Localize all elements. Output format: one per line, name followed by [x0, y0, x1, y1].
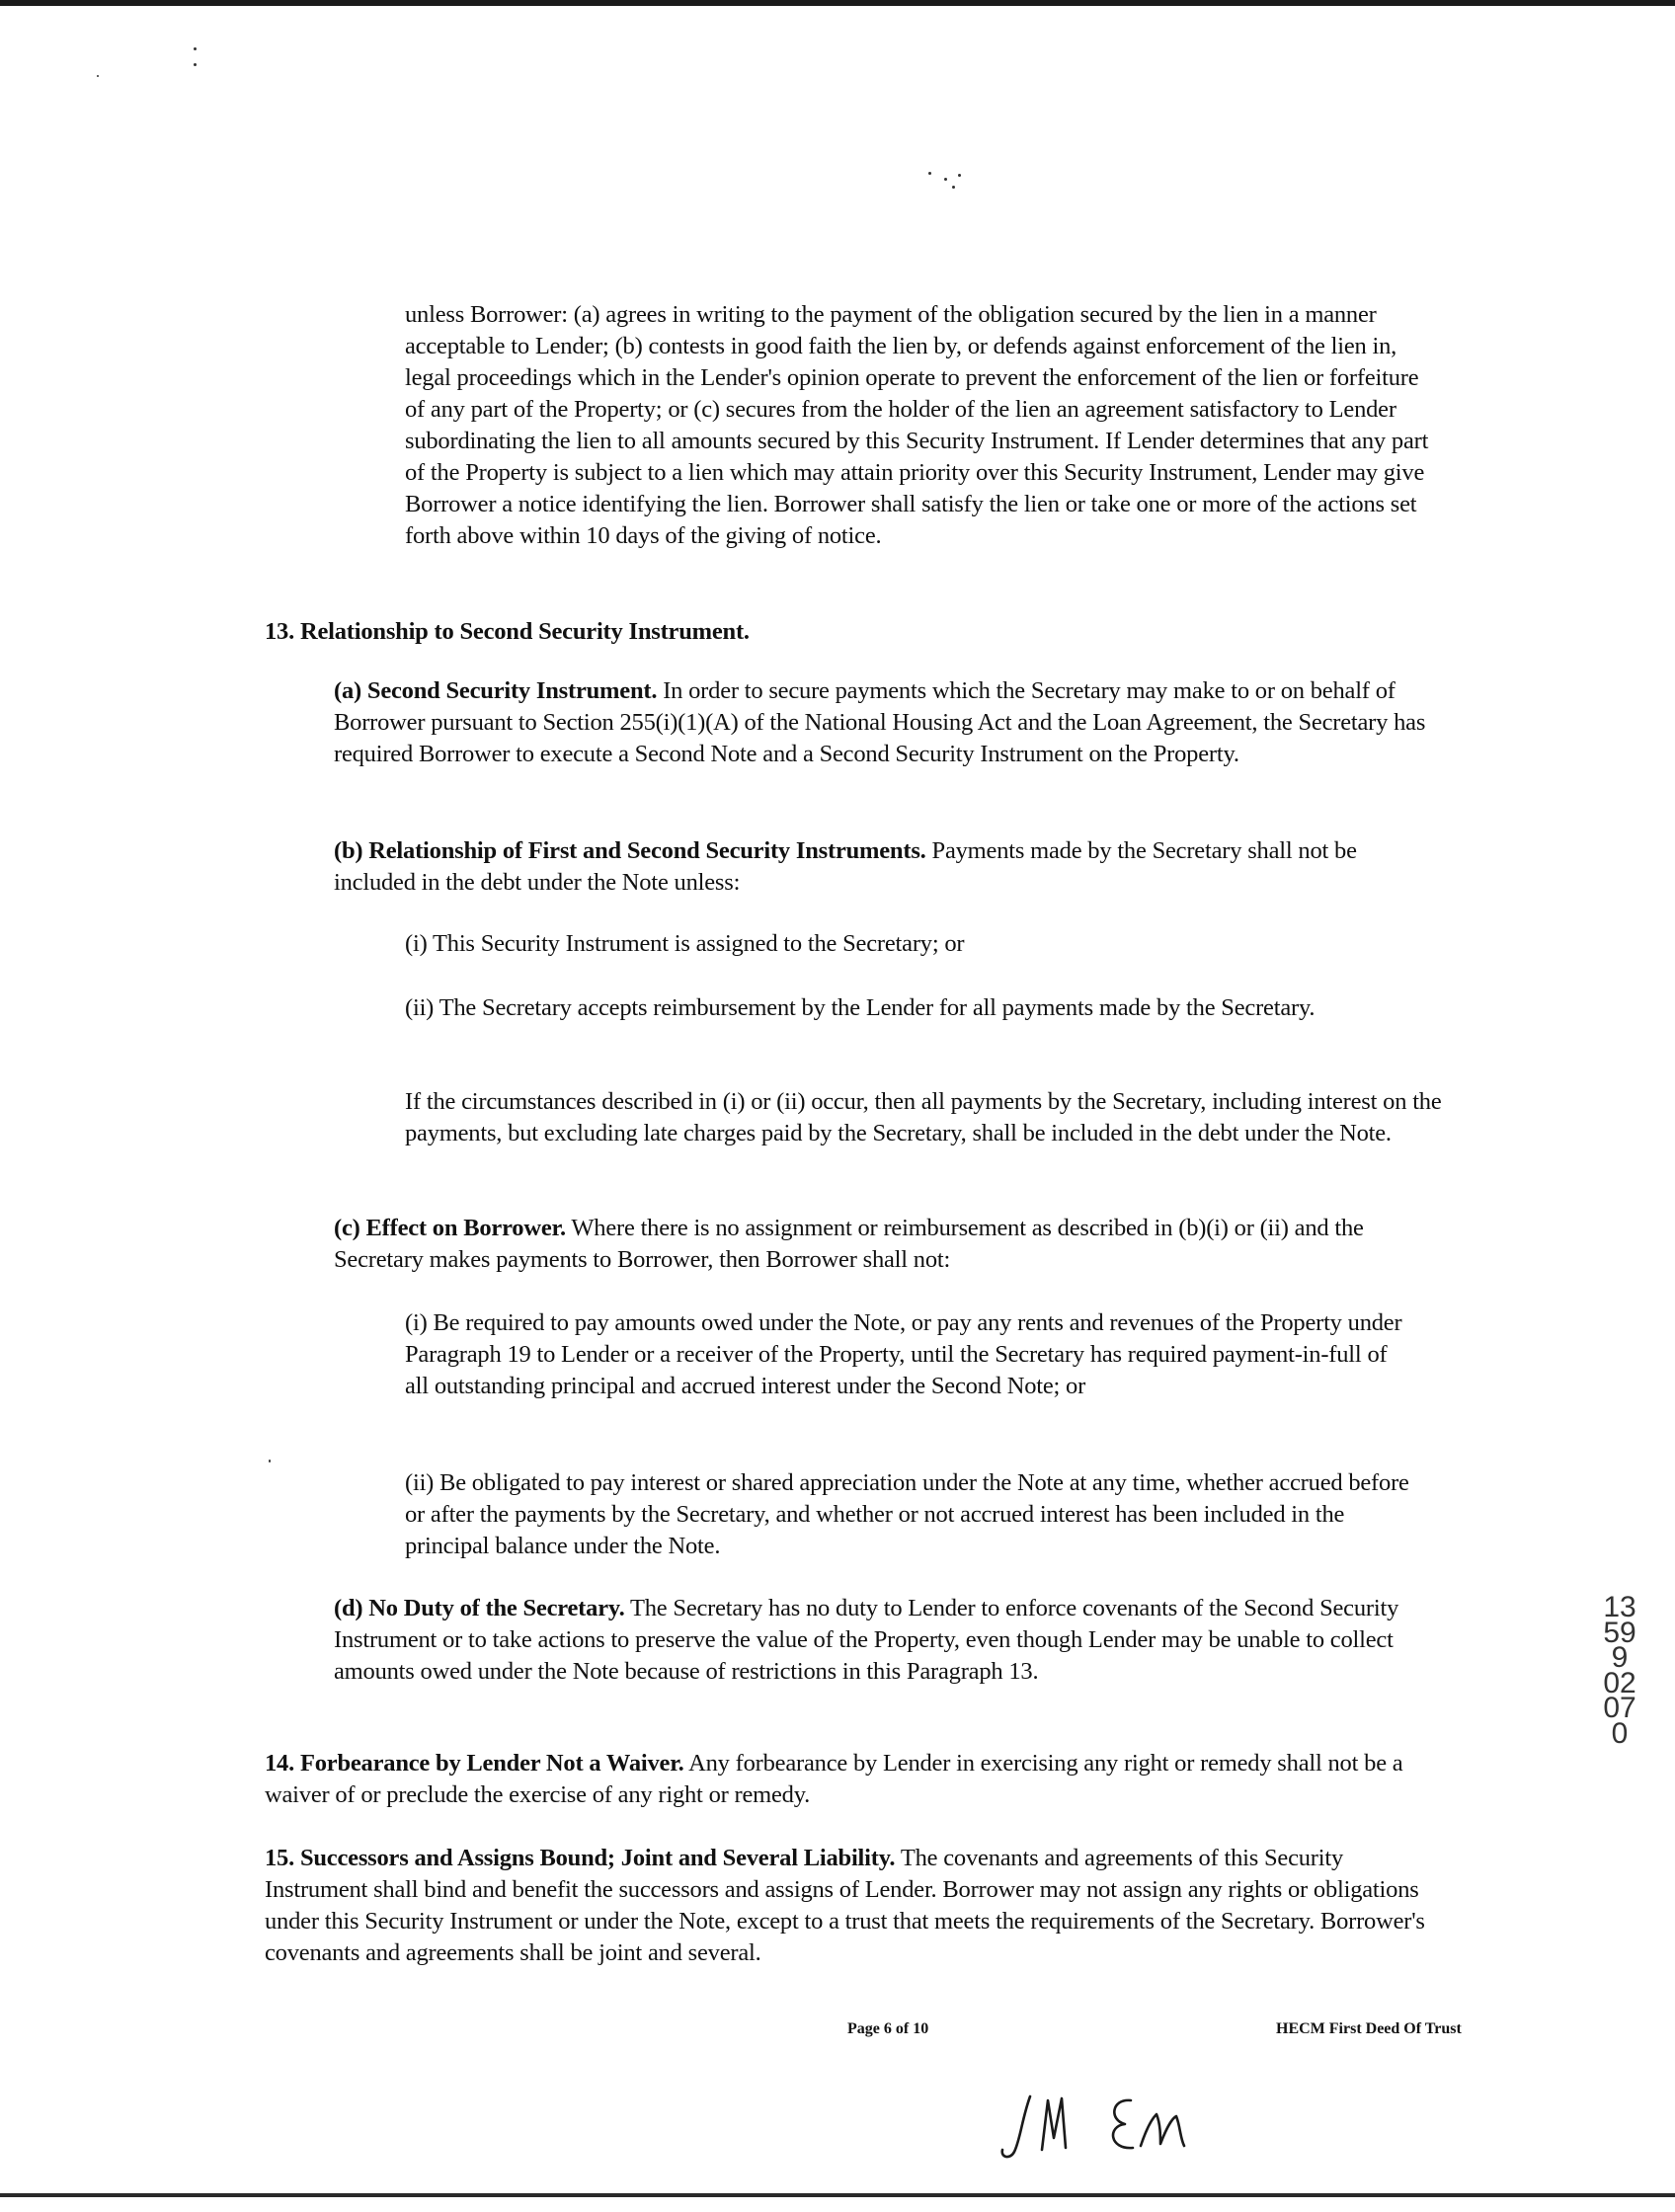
page-number: Page 6 of 10	[847, 2020, 929, 2037]
paragraph-13c	[334, 1213, 1440, 1276]
paragraph-13d-title: (d) No Duty of the Secretary.	[334, 1595, 625, 1621]
bottom-edge-rule	[0, 2193, 1675, 2197]
section-15	[265, 1843, 1440, 1969]
paragraph-13c-i: (i) Be required to pay amounts owed under the Note, or pay any rents and revenues of the Property under Paragraph 19 to Lender or a receiver of the Property, until the Secretary has required payment-in-full of all outstanding principal and accrued interest under the Second Note; or	[405, 1309, 1402, 1399]
section-15-body: The covenants and agreements of this Security Instrument shall bind and benefit the successors and assigns of Lender. Borrower may not assign any rights or obligations under this Security Instrument or under the Note, except to a trust that meets the requirements of the Secretary. Borrower's covenants and agreements shall be joint and several.	[265, 1845, 1425, 1966]
paragraph-13b-closing: If the circumstances described in (i) or (ii) occur, then all payments by the Secretary, including interest on the payments, but excluding late charges paid by the Secretary, shall be included in the debt under the Note.	[405, 1088, 1442, 1146]
document-number-stamp: 13599 0207 0	[1603, 1591, 1636, 1750]
scan-speck	[928, 172, 931, 175]
scan-speck	[952, 186, 955, 189]
scan-speck	[958, 174, 961, 177]
section-14	[265, 1748, 1430, 1811]
continuation-paragraph	[405, 299, 1432, 552]
paragraph-13c-body: Where there is no assignment or reimbursement as described in (b)(i) or (ii) and the Secretary makes payments to Borrower, then Borrower shall not:	[334, 1215, 1364, 1273]
section-14-title: 14. Forbearance by Lender Not a Waiver.	[265, 1750, 684, 1777]
section-13-heading: 13. Relationship to Second Security Instrument.	[265, 618, 750, 645]
continuation-text: unless Borrower: (a) agrees in writing to the payment of the obligation secured by the lien in a manner acceptable to Lender; (b) contests in good faith the lien by, or defends against enforcement of the lien in, legal proceedings which in the Lender's opinion operate to prevent the enforcement of the lien or forfeiture of any part of the Property; or (c) secures from the holder of the lien an agreement satisfactory to Lender subordinating the lien to all amounts secured by this Security Instrument. If Lender determines that any part of the Property is subject to a lien which may attain priority over this Security Instrument, Lender may give Borrower a notice identifying the lien. Borrower shall satisfy the lien or take one or more of the actions set forth above within 10 days of the giving of notice.	[405, 301, 1429, 549]
handwritten-initials	[993, 2079, 1289, 2168]
scan-speck	[269, 1460, 271, 1462]
scan-speck	[194, 63, 197, 66]
scan-speck	[194, 47, 197, 50]
paragraph-13a	[334, 675, 1440, 770]
top-edge-rule	[0, 0, 1675, 6]
paragraph-13a-title: (a) Second Security Instrument.	[334, 677, 658, 704]
section-15-title: 15. Successors and Assigns Bound; Joint and Several Liability.	[265, 1845, 896, 1871]
paragraph-13b-ii: (ii) The Secretary accepts reimbursement by the Lender for all payments made by the Secretary.	[405, 994, 1316, 1021]
paragraph-13c-ii: (ii) Be obligated to pay interest or shared appreciation under the Note at any time, whether accrued before or after the payments by the Secretary, and whether or not accrued interest has been included in the principal balance under the Note.	[405, 1469, 1409, 1559]
paragraph-13d-body: The Secretary has no duty to Lender to enforce covenants of the Second Security Instrument or to take actions to preserve the value of the Property, even though Lender may be unable to collect amounts owed under the Note because of restrictions in this Paragraph 13.	[334, 1595, 1399, 1685]
paragraph-13b-i: (i) This Security Instrument is assigned to the Secretary; or	[405, 930, 965, 957]
paragraph-13c-title: (c) Effect on Borrower.	[334, 1215, 566, 1241]
paragraph-13b-body: Payments made by the Secretary shall not be included in the debt under the Note unless:	[334, 837, 1357, 896]
paragraph-13a-body: In order to secure payments which the Secretary may make to or on behalf of Borrower pursuant to Section 255(i)(1)(A) of the National Housing Act and the Loan Agreement, the Secretary has required Borrower to execute a Second Note and a Second Security Instrument on the Property.	[334, 677, 1426, 767]
paragraph-13b-title: (b) Relationship of First and Second Security Instruments.	[334, 837, 926, 864]
scan-speck	[97, 75, 99, 77]
section-14-body: Any forbearance by Lender in exercising any right or remedy shall not be a waiver of or preclude the exercise of any right or remedy.	[265, 1750, 1403, 1808]
form-title: HECM First Deed Of Trust	[1276, 2020, 1462, 2037]
scan-speck	[944, 178, 947, 181]
paragraph-13b	[334, 835, 1440, 899]
paragraph-13d	[334, 1593, 1420, 1688]
